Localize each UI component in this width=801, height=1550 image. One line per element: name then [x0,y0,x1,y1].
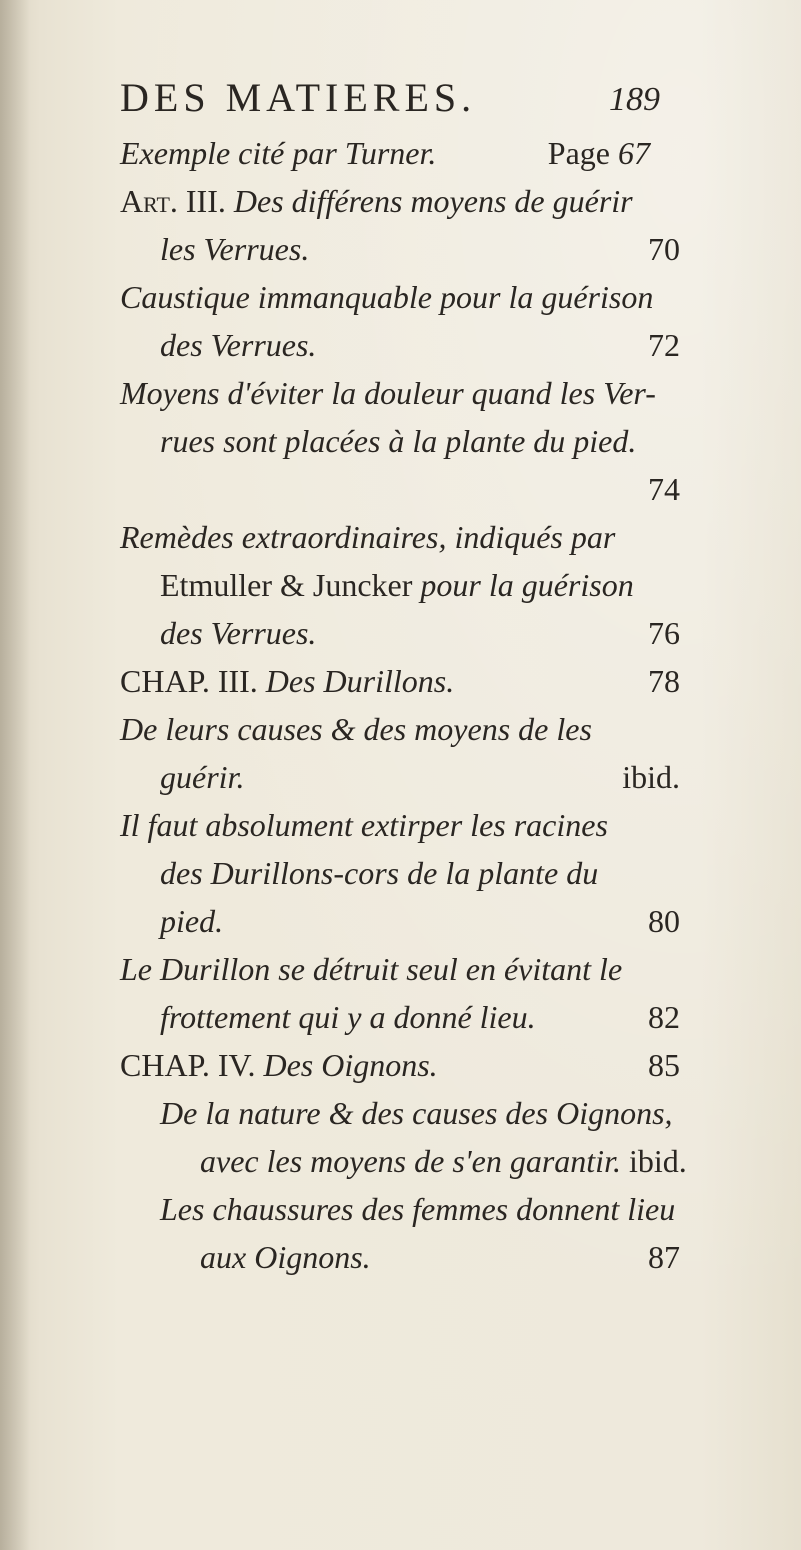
index-entry [160,994,680,1040]
index-entry [120,274,715,320]
entry-text: rues sont placées à la plante du pied. [160,423,637,459]
entry-text: Remèdes extraordinaires, indiqués par [120,519,616,555]
entry-page: 82 [648,999,680,1035]
entry-text: Des Durillons. [265,663,455,699]
index-entry [160,562,715,608]
entry-text: De leurs causes & des moyens de les [120,711,592,747]
index-entry [200,1138,710,1184]
entry-text: guérir. [160,759,245,795]
entry-page: 87 [648,1239,680,1275]
entry-page: 78 [648,663,680,699]
entry-text: Il faut absolument extirper les racines [120,807,608,843]
running-head-title: DES MATIERES. [120,75,477,120]
index-entry [160,850,715,896]
index-entry [160,466,680,512]
entry-text: De la nature & des causes des Oignons, [160,1095,673,1131]
entry-text: Des Oignons. [263,1047,438,1083]
running-head-page-number: 189 [609,81,660,118]
index-entry [120,946,715,992]
index-entry [160,322,680,368]
entry-page: 85 [648,1047,680,1083]
entry-page: ibid. [622,759,680,795]
entry-page: 74 [648,471,680,507]
entry-text: Les chaussures des femmes donnent lieu [160,1191,676,1227]
entry-page: ibid. [628,1143,687,1179]
index-entry [120,514,715,560]
index-entry [200,1234,680,1280]
entry-text: Des différens moyens de guérir [233,183,633,219]
entry-text: pour la guérison [420,567,634,603]
entry-text: pied. [160,903,224,939]
entry-text: Moyens d'éviter la douleur quand les Ver- [120,375,656,411]
index-entry [120,802,715,848]
article-label: Art. III. [120,183,226,219]
entry-page: 76 [648,615,680,651]
entry-text: Le Durillon se détruit seul en évitant le [120,951,623,987]
index-entry [160,418,715,464]
entry-text: des Verrues. [160,615,317,651]
index-entry [120,1042,680,1088]
index-entry [120,706,715,752]
index-entry [120,178,715,224]
entry-text: des Verrues. [160,327,317,363]
entry-text: frottement qui y a donné lieu. [160,999,536,1035]
index-entry [120,130,650,176]
chapter-label: CHAP. IV. [120,1047,256,1083]
entry-page-group [548,130,650,176]
entry-names: Etmuller & Juncker [160,567,413,603]
entry-text: des Durillons-cors de la plante du [160,855,599,891]
entry-text: aux Oignons. [200,1239,371,1275]
entry-page: 70 [648,231,680,267]
index-entry [160,1090,715,1136]
entry-text: Caustique immanquable pour la guérison [120,279,654,315]
entry-page-label: Page [547,135,610,171]
entry-text: avec les moyens de s'en garantir. [200,1143,621,1179]
index-entry [160,898,680,944]
entry-text: les Verrues. [160,231,310,267]
index-entry [160,226,680,272]
index-entry [160,610,680,656]
entry-page: 72 [648,327,680,363]
index-entry [160,754,680,800]
index-entry [160,1186,715,1232]
entry-page: 80 [648,903,680,939]
chapter-label: CHAP. III. [120,663,258,699]
entry-text: Exemple cité par Turner. [120,135,437,171]
index-entry [120,658,680,704]
index-entry [120,370,715,416]
entry-page: 67 [618,135,650,171]
